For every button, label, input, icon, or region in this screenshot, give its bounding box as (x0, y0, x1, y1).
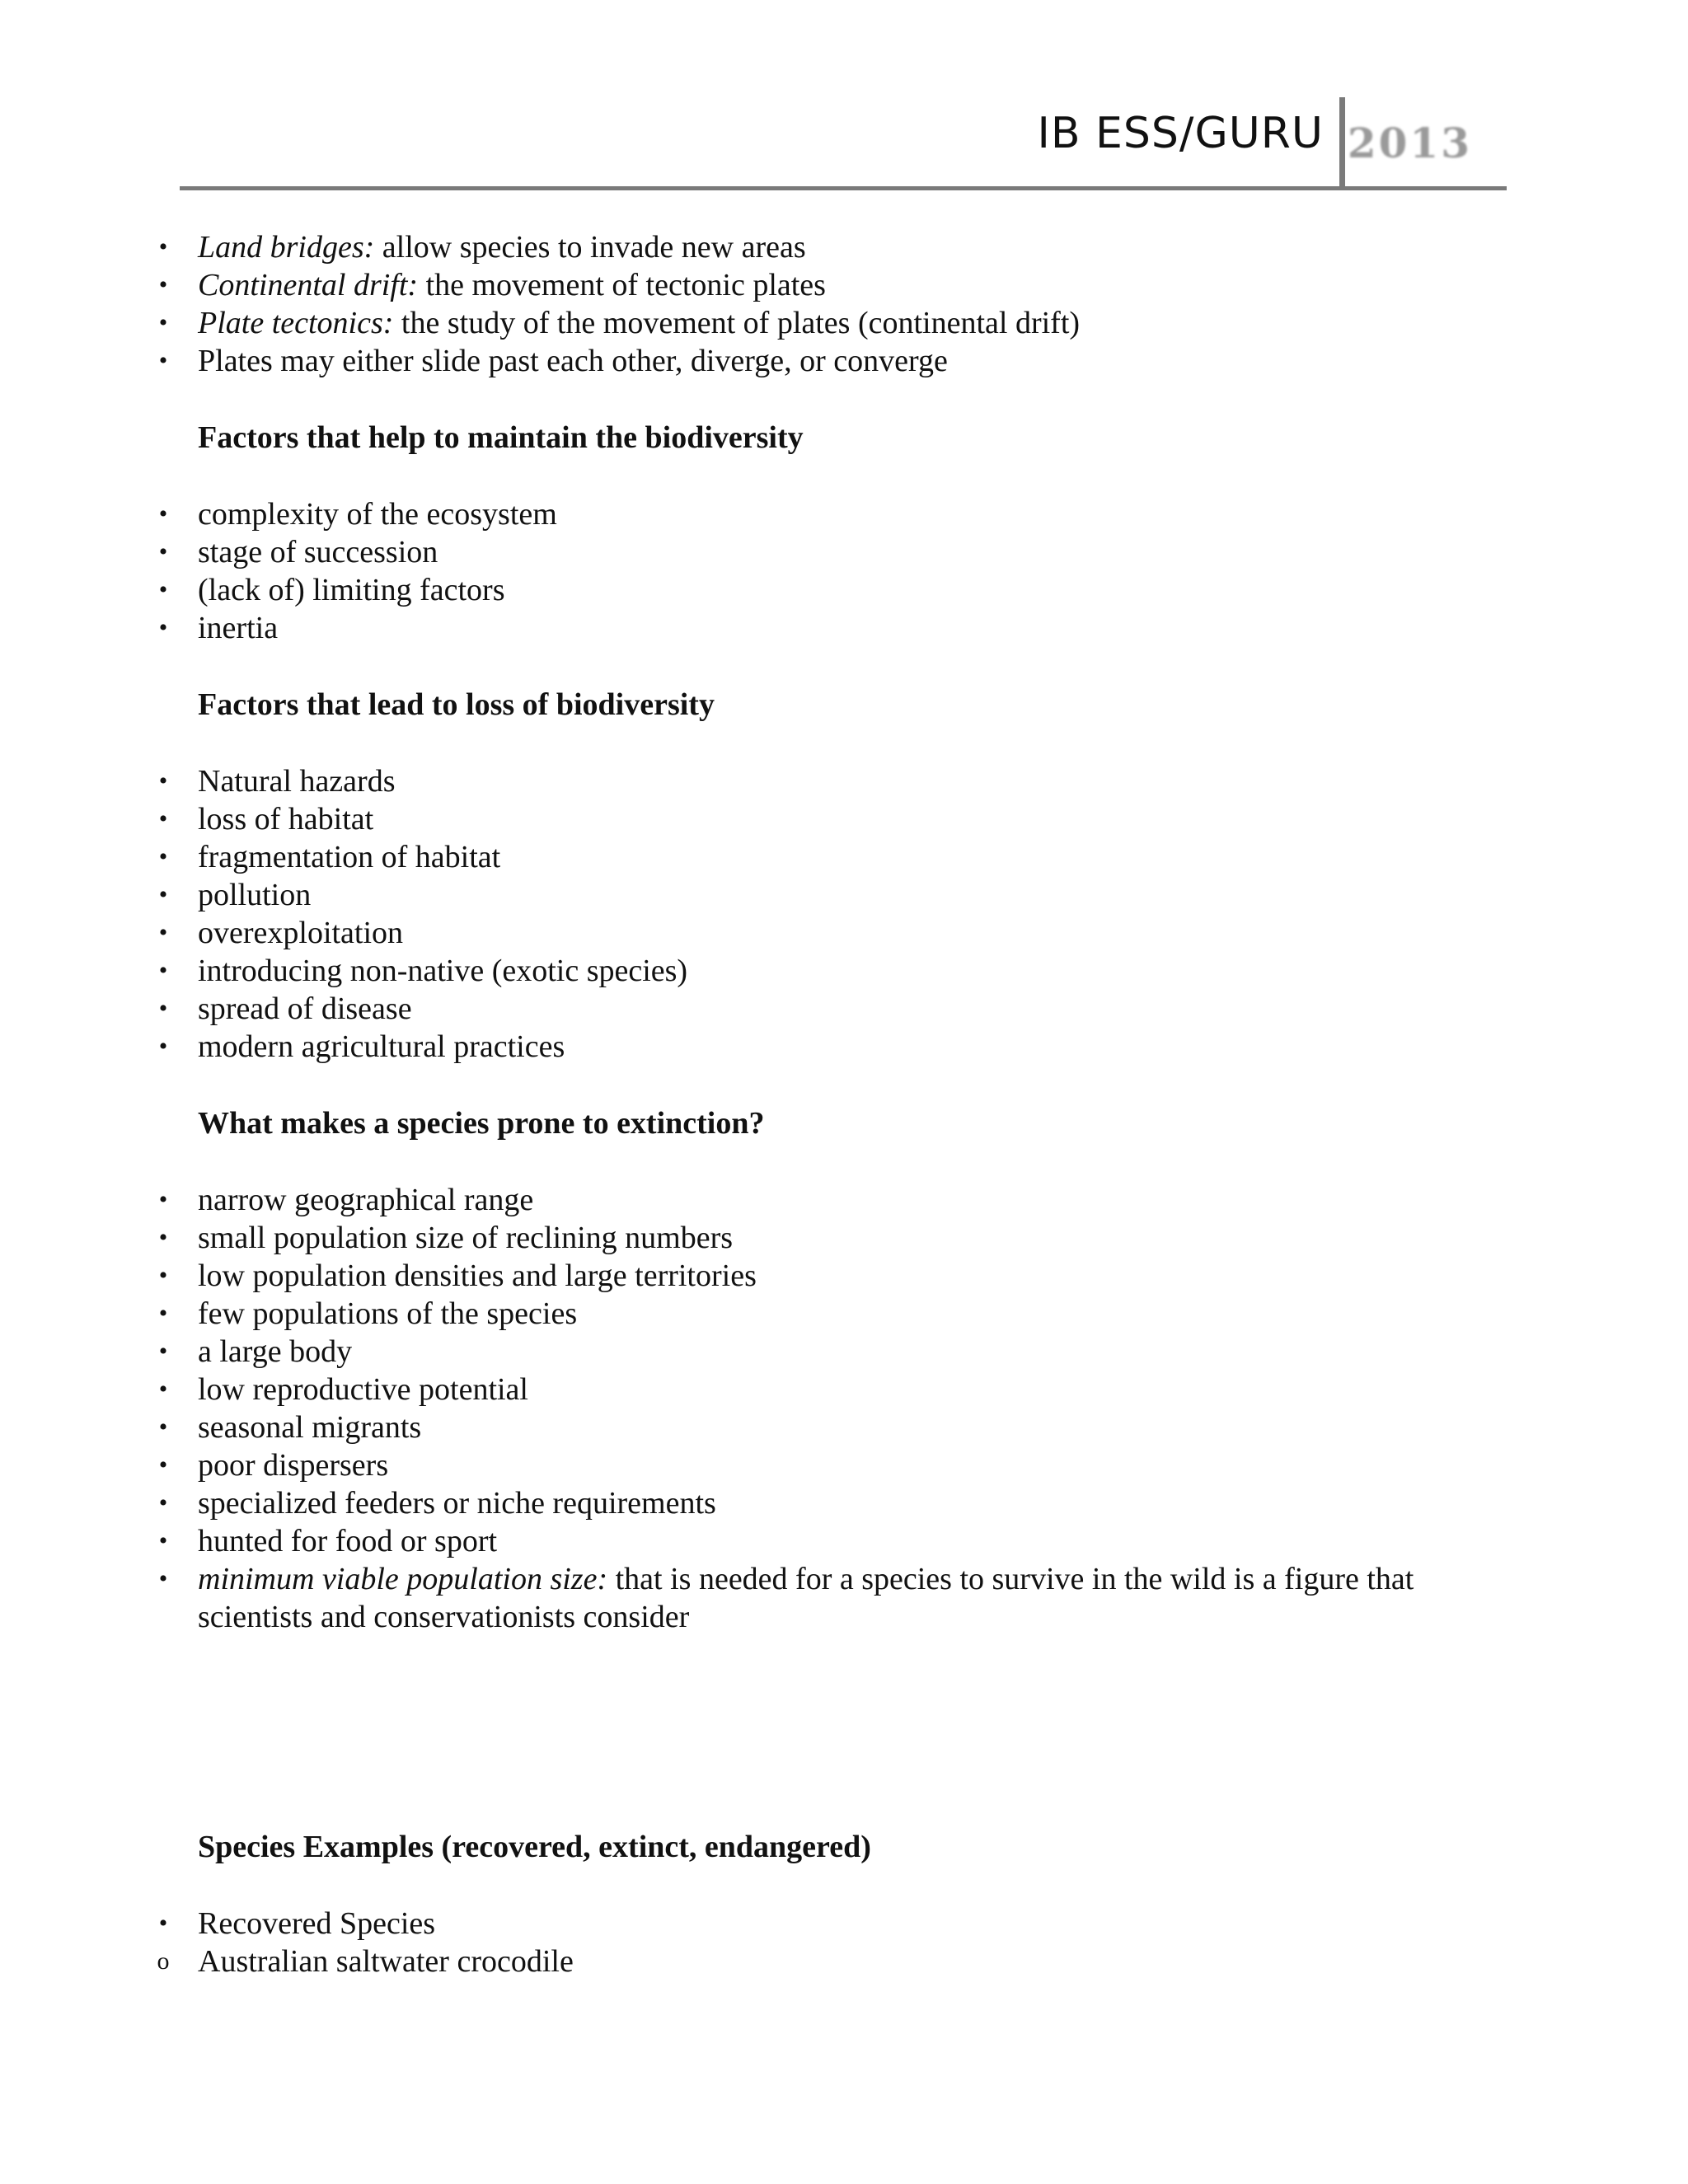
list-item-continuation: scientists and conservationists consider (198, 1600, 690, 1634)
list-item-text: low population densities and large territories (198, 1258, 757, 1293)
list-item-text: fragmentation of habitat (198, 840, 501, 874)
list-item (158, 533, 1500, 571)
bullet: • (158, 614, 168, 641)
list-item-text: loss of habitat (198, 802, 374, 837)
definition: that is needed for a species to survive in the wild is a figure that (607, 1562, 1414, 1596)
list-item (158, 1181, 1500, 1219)
term: Plate tectonics: (198, 306, 394, 340)
list-item-text: small population size of reclining numbers (198, 1221, 734, 1255)
term: Continental drift: (198, 268, 419, 302)
list-item (158, 914, 1500, 952)
bullet: • (158, 1451, 168, 1479)
bullet: • (158, 1413, 168, 1441)
bullet: • (158, 576, 168, 603)
list-item (158, 1333, 1500, 1371)
list-item-text: pollution (198, 878, 312, 912)
section-heading: Factors that help to maintain the biodiversity (198, 420, 804, 455)
list-item-text: stage of succession (198, 535, 438, 569)
list-item (158, 1371, 1500, 1408)
bullet: • (158, 1186, 168, 1213)
list-item (158, 1219, 1500, 1257)
header-divider (1339, 97, 1345, 186)
section-heading: Species Examples (recovered, extinct, endangered) (198, 1830, 871, 1864)
list-item (158, 304, 1500, 342)
list-item-text: introducing non-native (exotic species) (198, 954, 688, 988)
bullet: • (158, 271, 168, 298)
bullet: • (158, 843, 168, 870)
definition: Plates may either slide past each other, diverge, or converge (198, 344, 948, 378)
list-item-text: complexity of the ecosystem (198, 497, 557, 532)
list-item-text: Natural hazards (198, 764, 396, 799)
term: minimum viable population size: (198, 1562, 608, 1596)
definition: the movement of tectonic plates (418, 268, 826, 302)
list-item-text: (lack of) limiting factors (198, 573, 505, 607)
bullet: • (158, 1338, 168, 1365)
list-item (158, 1522, 1500, 1560)
list-item (158, 800, 1500, 838)
list-item-text: Recovered Species (198, 1906, 436, 1941)
list-item (158, 838, 1500, 876)
bullet: • (158, 1527, 168, 1554)
list-item (158, 1295, 1500, 1333)
bullet: • (158, 805, 168, 832)
list-item-text: overexploitation (198, 916, 404, 950)
bullet: • (158, 1376, 168, 1403)
list-item-text: low reproductive potential (198, 1372, 528, 1407)
list-item-text: narrow geographical range (198, 1183, 534, 1217)
list-item (158, 876, 1500, 914)
list-item (158, 952, 1500, 990)
list-item (158, 571, 1500, 609)
list-item-text: a large body (198, 1334, 353, 1369)
bullet: • (158, 233, 168, 260)
list-item (158, 266, 1500, 304)
header-year: 2013 (1347, 119, 1472, 167)
list-item (158, 495, 1500, 533)
bullet: • (158, 538, 168, 565)
sub-list-item (157, 1943, 1500, 1980)
list-item (158, 342, 1500, 380)
section-heading: Factors that lead to loss of biodiversity (198, 687, 715, 722)
bullet: • (158, 1565, 168, 1592)
list-item (158, 1484, 1500, 1522)
bullet: • (158, 767, 168, 794)
bullet: • (158, 1033, 168, 1060)
bullet: • (158, 995, 168, 1022)
list-item (158, 1560, 1500, 1598)
list-item (158, 1257, 1500, 1295)
list-item-text: modern agricultural practices (198, 1029, 565, 1064)
bullet: • (158, 1224, 168, 1251)
list-item (158, 762, 1500, 800)
bullet: • (158, 1262, 168, 1289)
bullet: • (158, 309, 168, 336)
term: Land bridges: (198, 230, 375, 265)
list-item (158, 990, 1500, 1028)
list-item (158, 1905, 1500, 1943)
bullet: • (158, 347, 168, 374)
list-item (158, 228, 1500, 266)
bullet: • (158, 957, 168, 984)
bullet: • (158, 500, 168, 527)
list-item-text: Australian saltwater crocodile (198, 1944, 574, 1979)
bullet: • (158, 1300, 168, 1327)
header-title: IB ESS/GURU (1037, 109, 1324, 158)
bullet: • (158, 919, 168, 946)
list-item (158, 609, 1500, 647)
list-item-text: seasonal migrants (198, 1410, 422, 1445)
list-item-text: inertia (198, 611, 279, 645)
list-item-text: spread of disease (198, 991, 412, 1026)
list-item-text: poor dispersers (198, 1448, 389, 1483)
list-item-text: specialized feeders or niche requirements (198, 1486, 716, 1521)
definition: the study of the movement of plates (continental drift) (393, 306, 1081, 340)
bullet: • (158, 881, 168, 908)
list-item (158, 1028, 1500, 1066)
hollow-bullet: o (157, 1947, 170, 1975)
list-item-text: hunted for food or sport (198, 1524, 498, 1558)
definition: allow species to invade new areas (374, 230, 806, 265)
bullet: • (158, 1910, 168, 1937)
bullet: • (158, 1489, 168, 1516)
page-header (180, 97, 1507, 190)
list-item (158, 1446, 1500, 1484)
list-item (158, 1408, 1500, 1446)
section-heading: What makes a species prone to extinction? (198, 1106, 765, 1141)
list-item-text: few populations of the species (198, 1296, 578, 1331)
